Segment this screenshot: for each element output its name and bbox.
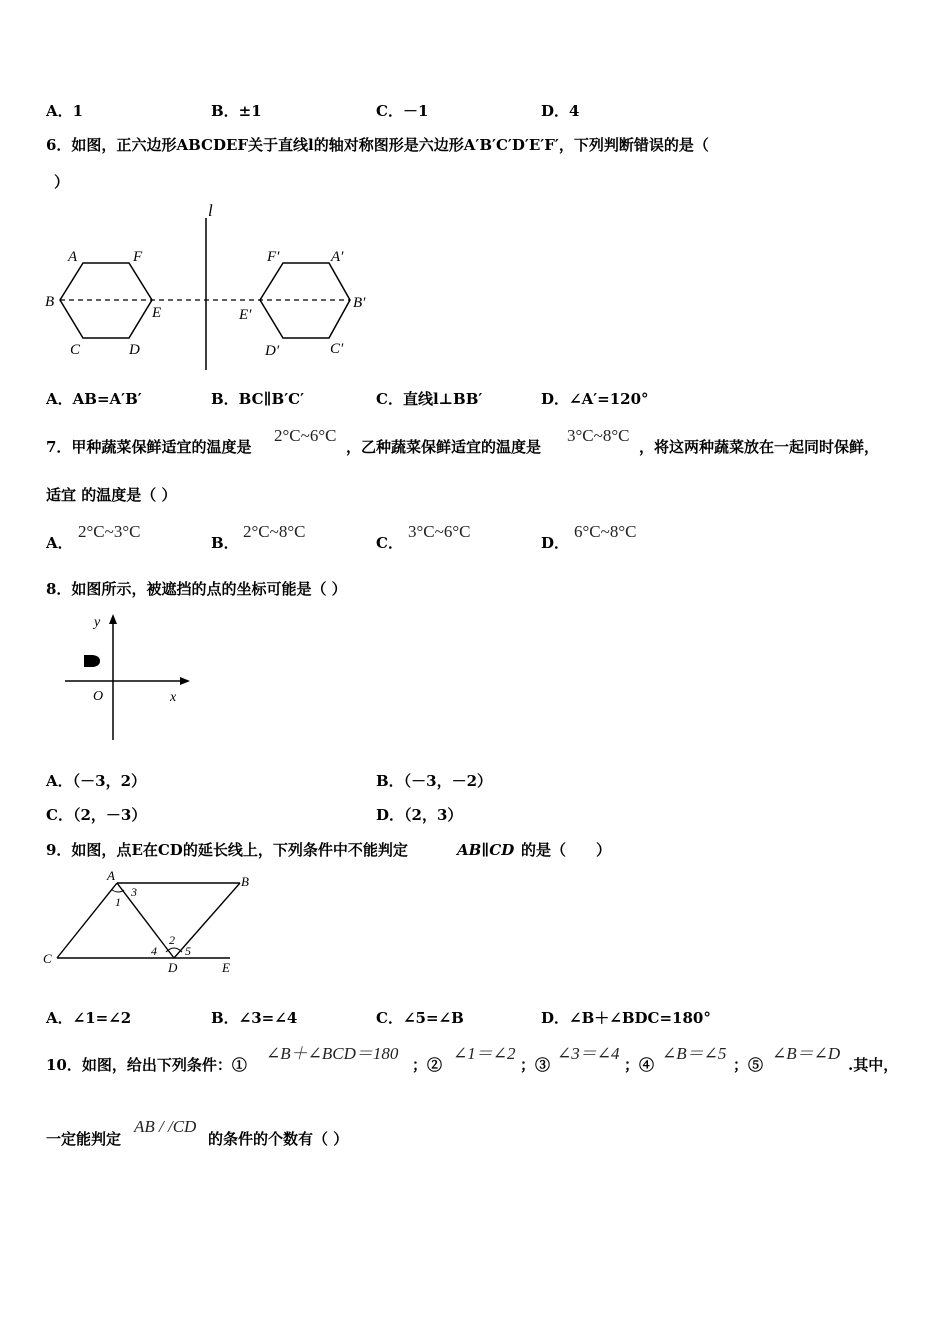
q10-stem-part1: 10．如图，给出下列条件：① xyxy=(46,1056,247,1074)
q8-stem: 8．如图所示，被遮挡的点的坐标可能是（ ） xyxy=(46,580,347,598)
svg-text:D: D xyxy=(129,342,140,358)
q7-option-b-value: 2°C~8°C xyxy=(243,522,306,541)
q7-option-b-letter: B． xyxy=(211,534,239,552)
q7-formula-1: 2°C~6°C xyxy=(274,426,337,445)
x-axis-label: x xyxy=(170,690,177,705)
q8-option-d: D．（2，3） xyxy=(376,806,463,824)
q6-option-b: B．BC∥B′C′ xyxy=(211,390,305,408)
q10-stem-end: .其中， xyxy=(848,1056,899,1074)
svg-text:2: 2 xyxy=(169,933,175,947)
q5-option-b: B．±1 xyxy=(211,102,262,120)
q10-sep-2: ；③ xyxy=(520,1056,551,1074)
q10-line2-formula: AB / /CD xyxy=(134,1117,197,1136)
q10-condition-1: ∠B＋∠BCD＝180 xyxy=(266,1044,399,1063)
svg-text:C: C xyxy=(43,951,52,966)
svg-text:A: A xyxy=(68,249,78,265)
q6-option-d: D．∠A′=120° xyxy=(541,390,649,408)
q7-stem-part2: ，乙种蔬菜保鲜适宜的温度是 xyxy=(346,438,542,456)
svg-text:C: C xyxy=(70,342,81,358)
svg-text:D: D xyxy=(168,960,178,975)
svg-text:F′: F′ xyxy=(267,249,280,265)
q9-parallelogram-figure xyxy=(40,868,250,980)
svg-text:A′: A′ xyxy=(331,249,344,265)
line-l-label: l xyxy=(208,201,213,220)
q9-stem-part2: 的是（ ） xyxy=(521,841,612,859)
q7-stem-part3: ，将这两种蔬菜放在一起同时保鲜， xyxy=(639,438,880,456)
q7-option-c-value: 3°C~6°C xyxy=(408,522,471,541)
svg-text:A: A xyxy=(107,868,115,883)
q9-stem-part1: 9．如图，点E在CD的延长线上，下列条件中不能判定 xyxy=(46,841,408,859)
q7-option-d-letter: D． xyxy=(541,534,570,552)
q7-stem-line2: 适宜 的温度是（ ） xyxy=(46,486,177,504)
q10-condition-4: ∠B＝∠5 xyxy=(662,1044,727,1063)
q6-stem-close: ） xyxy=(54,173,70,191)
q9-option-a: A．∠1=∠2 xyxy=(46,1009,132,1027)
ink-blot-icon xyxy=(84,655,100,667)
svg-text:C′: C′ xyxy=(330,341,344,357)
origin-label: O xyxy=(93,689,104,704)
q7-formula-2: 3°C~8°C xyxy=(567,426,630,445)
q10-sep-3: ；④ xyxy=(624,1056,655,1074)
q5-option-c: C．－1 xyxy=(376,102,429,120)
q7-option-d-value: 6°C~8°C xyxy=(574,522,637,541)
q10-condition-2: ∠1＝∠2 xyxy=(453,1044,516,1063)
q8-option-c: C．（2，－3） xyxy=(46,806,147,824)
y-axis-label: y xyxy=(94,615,101,630)
svg-text:E: E xyxy=(222,960,230,975)
svg-text:E: E xyxy=(152,305,162,321)
svg-text:4: 4 xyxy=(151,944,157,958)
svg-text:3: 3 xyxy=(131,885,137,899)
svg-text:B: B xyxy=(241,874,249,889)
q7-stem-part1: 7．甲种蔬菜保鲜适宜的温度是 xyxy=(46,438,252,456)
q8-option-a: A．（－3，2） xyxy=(46,772,147,790)
q8-coordinate-figure xyxy=(60,610,200,745)
q6-hexagon-figure xyxy=(40,198,380,374)
q6-stem: 6．如图，正六边形ABCDEF关于直线l的轴对称图形是六边形A′B′C′D′E′F′，下列判断错误的是（ xyxy=(46,136,709,154)
q10-condition-3: ∠3＝∠4 xyxy=(557,1044,620,1063)
q9-option-b: B．∠3=∠4 xyxy=(211,1009,298,1027)
svg-text:D′: D′ xyxy=(265,343,280,359)
svg-text:E′: E′ xyxy=(239,307,252,323)
q9-option-d: D．∠B＋∠BDC=180° xyxy=(541,1009,711,1027)
q5-option-a: A．1 xyxy=(46,102,84,120)
q6-option-a: A．AB=A′B′ xyxy=(46,390,142,408)
q8-option-b: B．（－3，－2） xyxy=(376,772,493,790)
q6-option-c: C．直线l⊥BB′ xyxy=(376,390,483,408)
svg-text:B: B xyxy=(45,294,55,310)
q9-stem-formula: AB∥CD xyxy=(457,841,515,859)
svg-text:5: 5 xyxy=(185,944,191,958)
q9-option-c: C．∠5=∠B xyxy=(376,1009,464,1027)
q10-condition-5: ∠B＝∠D xyxy=(772,1044,841,1063)
q7-option-a-letter: A． xyxy=(46,534,73,552)
q7-option-c-letter: C． xyxy=(376,534,403,552)
q10-line2-part1: 一定能判定 xyxy=(46,1130,122,1148)
q7-option-a-value: 2°C~3°C xyxy=(78,522,141,541)
q10-sep-4: ；⑤ xyxy=(733,1056,764,1074)
svg-text:B′: B′ xyxy=(353,295,366,311)
svg-text:F: F xyxy=(133,249,143,265)
q10-line2-part2: 的条件的个数有（ ） xyxy=(208,1130,349,1148)
svg-text:1: 1 xyxy=(115,895,121,909)
q10-sep-1: ；② xyxy=(412,1056,443,1074)
q5-option-d: D．4 xyxy=(541,102,580,120)
